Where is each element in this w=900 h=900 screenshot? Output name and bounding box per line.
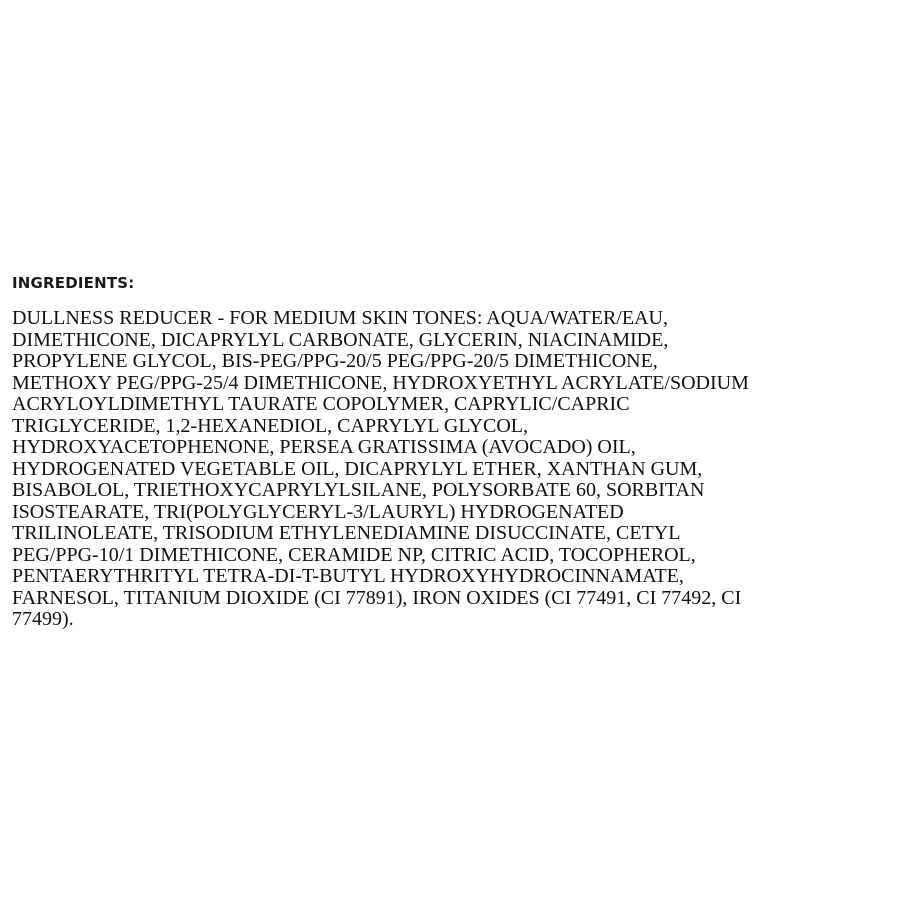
ingredients-line: HYDROGENATED VEGETABLE OIL, DICAPRYLYL ETHER, XANTHAN GUM,	[12, 457, 703, 480]
ingredients-line: BISABOLOL, TRIETHOXYCAPRYLYLSILANE, POLYSORBATE 60, SORBITAN	[12, 479, 705, 501]
ingredients-line: PENTAERYTHRITYL TETRA-DI-T-BUTYL HYDROXYHYDROCINNAMATE,	[12, 565, 684, 587]
ingredients-line: TRIGLYCERIDE, 1,2-HEXANEDIOL, CAPRYLYL GLYCOL,	[12, 414, 528, 437]
ingredients-line: PEG/PPG-10/1 DIMETHICONE, CERAMIDE NP, CITRIC ACID, TOCOPHEROL,	[12, 543, 696, 566]
ingredients-line: HYDROXYACETOPHENONE, PERSEA GRATISSIMA (AVOCADO) OIL,	[12, 436, 636, 458]
ingredients-line: ISOSTEARATE, TRI(POLYGLYCERYL-3/LAURYL) HYDROGENATED	[12, 500, 624, 523]
ingredients-line: METHOXY PEG/PPG-25/4 DIMETHICONE, HYDROXYETHYL ACRYLATE/SODIUM	[12, 371, 749, 394]
ingredients-heading: INGREDIENTS:	[12, 274, 135, 292]
ingredients-line: DULLNESS REDUCER - FOR MEDIUM SKIN TONES: AQUA/WATER/EAU,	[12, 307, 668, 329]
ingredients-line: DIMETHICONE, DICAPRYLYL CARBONATE, GLYCERIN, NIACINAMIDE,	[12, 328, 669, 351]
ingredients-list	[12, 308, 749, 631]
ingredients-line: 77499).	[12, 608, 74, 630]
ingredients-line: TRILINOLEATE, TRISODIUM ETHYLENEDIAMINE DISUCCINATE, CETYL	[12, 522, 681, 544]
ingredients-line: PROPYLENE GLYCOL, BIS-PEG/PPG-20/5 PEG/PPG-20/5 DIMETHICONE,	[12, 350, 658, 372]
ingredients-line: ACRYLOYLDIMETHYL TAURATE COPOLYMER, CAPRYLIC/CAPRIC	[12, 393, 630, 415]
ingredients-line: FARNESOL, TITANIUM DIOXIDE (CI 77891), IRON OXIDES (CI 77491, CI 77492, CI	[12, 586, 742, 609]
